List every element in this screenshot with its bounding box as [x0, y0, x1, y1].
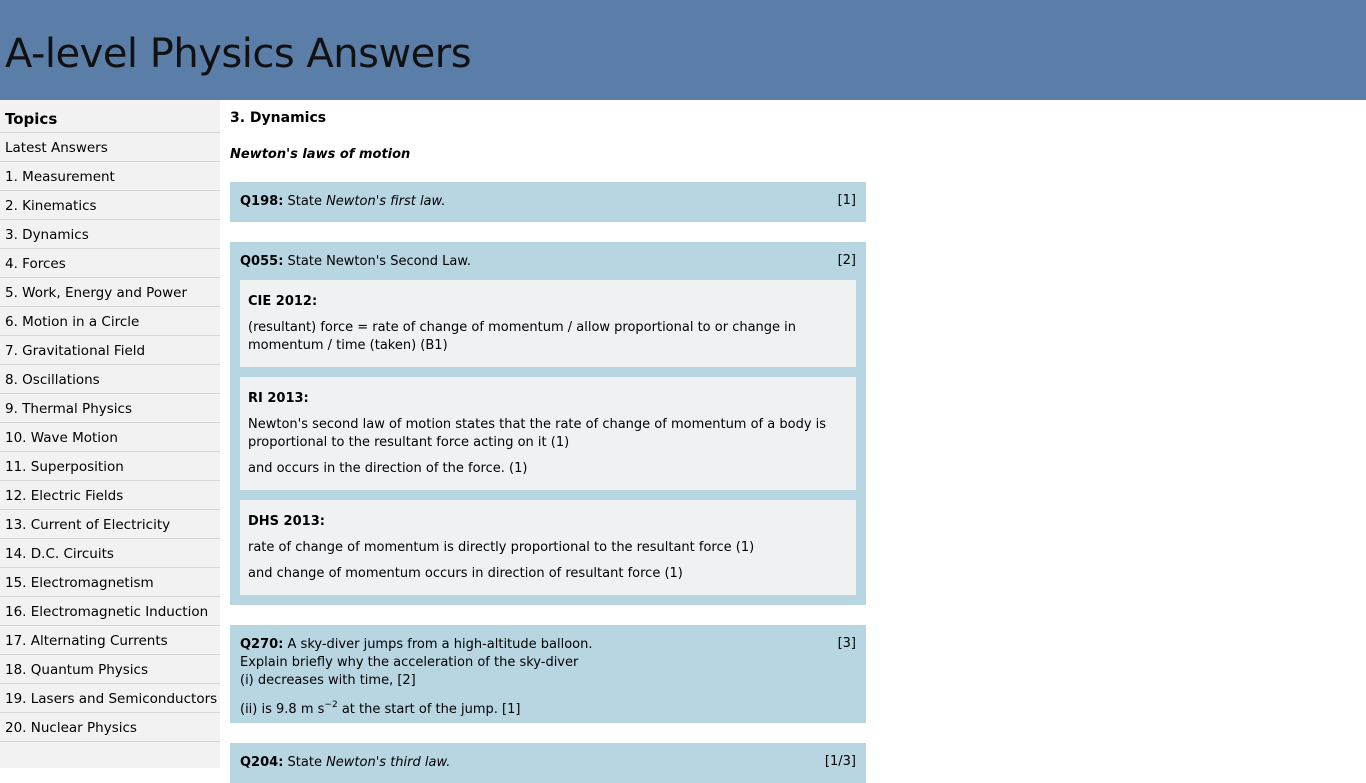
question-text — [230, 754, 866, 772]
answer-block-dhs-2013 — [240, 500, 856, 595]
sidebar-item-dc-circuits[interactable]: 14. D.C. Circuits — [0, 539, 220, 568]
question-card-q270[interactable] — [230, 625, 866, 723]
question-marks: [1/3] — [824, 754, 856, 769]
question-marks: [2] — [837, 253, 856, 268]
sidebar-item-motion-in-circle[interactable]: 6. Motion in a Circle — [0, 307, 220, 336]
answer-line: and change of momentum occurs in direction of resultant force (1) — [248, 566, 683, 581]
sidebar-item-measurement[interactable]: 1. Measurement — [0, 162, 220, 191]
section-title: 3. Dynamics — [230, 110, 327, 126]
subsection-title: Newton's laws of motion — [230, 147, 411, 162]
answer-source: CIE 2012: — [248, 294, 318, 309]
answer-line: (resultant) force = rate of change of momentum / allow proportional to or change in momentum / time (taken) (B1) — [248, 320, 797, 353]
question-text-emphasis: Newton's third law — [326, 755, 447, 770]
question-text — [230, 193, 866, 211]
question-line: A sky-diver jumps from a high-altitude balloon. — [287, 637, 593, 652]
question-text-part: State Newton's Second Law. — [287, 254, 471, 269]
answer-line: rate of change of momentum is directly proportional to the resultant force (1) — [248, 540, 755, 555]
sidebar-item-work-energy-power[interactable]: 5. Work, Energy and Power — [0, 278, 220, 307]
question-marks: [3] — [837, 636, 856, 651]
question-card-q198[interactable] — [230, 182, 866, 222]
question-text — [230, 253, 866, 271]
question-marks: [1] — [837, 193, 856, 208]
sidebar-item-alternating-currents[interactable]: 17. Alternating Currents — [0, 626, 220, 655]
question-id: Q204: — [240, 755, 284, 770]
question-id: Q198: — [240, 194, 284, 209]
sidebar-item-wave-motion[interactable]: 10. Wave Motion — [0, 423, 220, 452]
sidebar-item-electromagnetic-induction[interactable]: 16. Electromagnetic Induction — [0, 597, 220, 626]
question-text — [230, 636, 866, 719]
question-id: Q270: — [240, 637, 284, 652]
answer-block-ri-2013 — [240, 377, 856, 490]
topics-sidebar — [0, 100, 220, 768]
question-text-part: State — [287, 755, 327, 770]
sidebar-item-oscillations[interactable]: 8. Oscillations — [0, 365, 220, 394]
sidebar-item-dynamics[interactable]: 3. Dynamics — [0, 220, 220, 249]
answer-line: Newton's second law of motion states that the rate of change of momentum of a body is proportional to the resultant force acting on it (1) — [248, 417, 827, 450]
sidebar-item-forces[interactable]: 4. Forces — [0, 249, 220, 278]
app-header — [0, 0, 1366, 100]
question-text-part: State — [287, 194, 327, 209]
answer-block-cie-2012 — [240, 280, 856, 367]
question-text-emphasis: Newton's first law — [326, 194, 442, 209]
sidebar-item-lasers-semiconductors[interactable]: 19. Lasers and Semiconductors — [0, 684, 220, 713]
sidebar-item-thermal-physics[interactable]: 9. Thermal Physics — [0, 394, 220, 423]
question-card-q055[interactable] — [230, 242, 866, 605]
question-line: (i) decreases with time, [2] — [240, 673, 416, 688]
answer-source: DHS 2013: — [248, 514, 325, 529]
answer-source: RI 2013: — [248, 391, 309, 406]
app-title: A-level Physics Answers — [5, 31, 472, 77]
sidebar-item-kinematics[interactable]: 2. Kinematics — [0, 191, 220, 220]
question-text-part: . — [446, 755, 451, 770]
sidebar-heading: Topics — [0, 100, 220, 133]
sidebar-item-electromagnetism[interactable]: 15. Electromagnetism — [0, 568, 220, 597]
question-line — [240, 696, 856, 719]
sidebar-item-quantum-physics[interactable]: 18. Quantum Physics — [0, 655, 220, 684]
question-line-part: (ii) is 9.8 m s — [240, 702, 325, 717]
sidebar-item-current-of-electricity[interactable]: 13. Current of Electricity — [0, 510, 220, 539]
question-text-part: . — [441, 194, 446, 209]
question-line: Explain briefly why the acceleration of the sky-diver — [240, 655, 579, 670]
question-line-part: at the start of the jump. [1] — [337, 702, 521, 717]
superscript: −2 — [324, 700, 338, 710]
sidebar-item-superposition[interactable]: 11. Superposition — [0, 452, 220, 481]
sidebar-item-electric-fields[interactable]: 12. Electric Fields — [0, 481, 220, 510]
sidebar-item-nuclear-physics[interactable]: 20. Nuclear Physics — [0, 713, 220, 742]
question-id: Q055: — [240, 254, 284, 269]
sidebar-item-latest-answers[interactable]: Latest Answers — [0, 133, 220, 162]
sidebar-item-gravitational-field[interactable]: 7. Gravitational Field — [0, 336, 220, 365]
answer-line: and occurs in the direction of the force. (1) — [248, 461, 528, 476]
question-card-q204[interactable] — [230, 743, 866, 783]
